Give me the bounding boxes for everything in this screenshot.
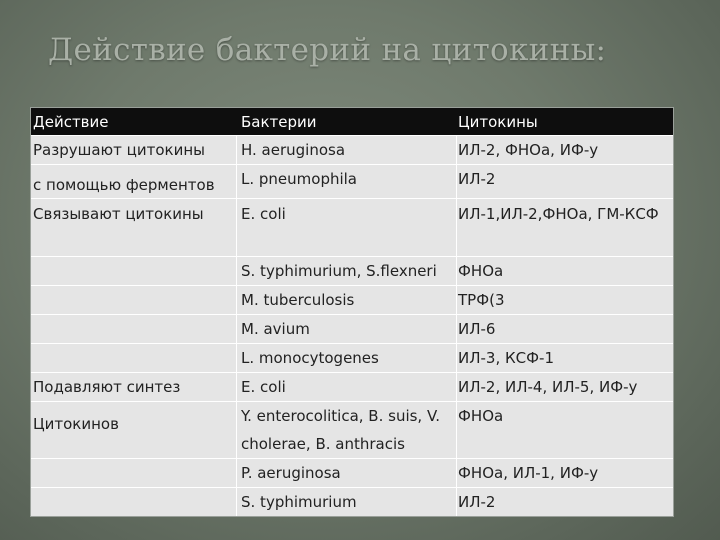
bacteria-cell: M. avium <box>241 320 310 338</box>
column-divider <box>456 135 457 516</box>
cytokine-cell: ИЛ-3, КСФ-1 <box>458 349 554 367</box>
cytokine-cell: ИЛ-2 <box>458 493 496 511</box>
header-bacteria: Бактерии <box>241 113 317 131</box>
bacteria-cell: H. aeruginosa <box>241 141 346 159</box>
bacteria-cell: M. tuberculosis <box>241 291 355 309</box>
cytokine-cell: ФНОа <box>458 407 504 425</box>
table-header-row <box>31 108 673 135</box>
cytokine-table <box>30 107 674 517</box>
slide-title: Действие бактерий на цитокины: <box>48 32 607 68</box>
cytokine-cell: ФНОа, ИЛ-1, ИФ-у <box>458 464 599 482</box>
bacteria-cell: L. monocytogenes <box>241 349 379 367</box>
header-cytokines: Цитокины <box>458 113 538 131</box>
header-action: Действие <box>33 113 109 131</box>
bacteria-cell: S. typhimurium <box>241 493 357 511</box>
cytokine-cell: ИЛ-2, ИЛ-4, ИЛ-5, ИФ-у <box>458 378 638 396</box>
cytokine-cell: ИЛ-2, ФНОа, ИФ-у <box>458 141 599 159</box>
action-text: Связывают цитокины <box>33 205 204 223</box>
bacteria-cell: E. coli <box>241 378 286 396</box>
action-text: Подавляют синтез <box>33 378 181 396</box>
bacteria-cell: S. typhimurium, S.flexneri <box>241 262 437 280</box>
column-divider <box>236 135 237 516</box>
cytokine-cell: ИЛ-6 <box>458 320 496 338</box>
cytokine-cell: ФНОа <box>458 262 504 280</box>
action-text: Разрушают цитокины <box>33 141 205 159</box>
cytokine-cell: ИЛ-2 <box>458 170 496 188</box>
action-text: с помощью ферментов <box>33 176 215 194</box>
bacteria-cell: Y. enterocolitica, B. suis, V. cholerae, B. anthracis <box>241 407 441 453</box>
action-text: Цитокинов <box>33 415 119 433</box>
bacteria-cell: L. pneumophila <box>241 170 358 188</box>
cytokine-cell: ТРФ(3 <box>458 291 505 309</box>
bacteria-cell: E. coli <box>241 205 286 223</box>
cytokine-cell: ИЛ-1,ИЛ-2,ФНОа, ГМ-КСФ <box>458 205 659 223</box>
bacteria-cell: P. aeruginosa <box>241 464 341 482</box>
